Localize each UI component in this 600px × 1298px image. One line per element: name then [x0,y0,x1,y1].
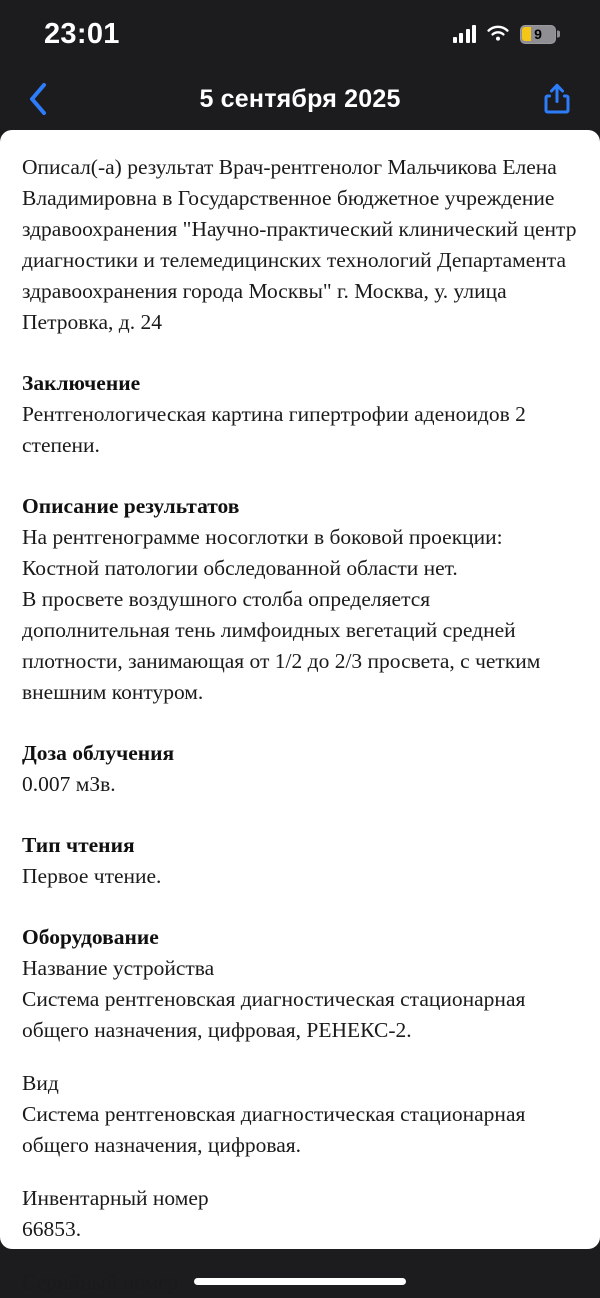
reading-type-value: Первое чтение. [22,864,162,888]
chevron-left-icon [28,82,48,116]
section-dose [22,738,578,800]
results-line-1: На рентгенограмме носоглотки в боковой проекции: [22,525,503,549]
equipment-heading: Оборудование [22,925,159,949]
cellular-signal-icon [453,25,477,43]
dose-value: 0.007 мЗв. [22,772,116,796]
dose-heading: Доза облучения [22,741,175,765]
share-icon [542,82,572,116]
inventory-number-value: 66853. [22,1217,82,1241]
intro-paragraph: Описал(-а) результат Врач-рентгенолог Мальчикова Елена Владимировна в Государственное бюджетное учреждение здравоохранения "Научно-практический клинический центр диагностики и телемедицинских технологий Департамента здравоохранения города Москвы" г. Москва, у. улица Петровка, д. 24 [22,155,577,334]
results-line-2: Костной патологии обследованной области нет. [22,556,458,580]
share-button[interactable] [528,77,572,121]
device-name-value: Система рентгеновская диагностическая стационарная общего назначения, цифровая, РЕНЕКС-2. [22,987,526,1042]
inventory-number-label: Инвентарный номер [22,1186,209,1210]
equipment-kind-group [22,1068,578,1161]
serial-number-label: Серийный номер [22,1270,179,1294]
section-results [22,491,578,708]
reading-type-heading: Тип чтения [22,833,135,857]
device-name-label: Название устройства [22,956,215,980]
battery-icon [520,25,556,44]
equipment-inventory-group [22,1183,578,1245]
results-line-3: В просвете воздушного столба определяется дополнительная тень лимфоидных вегетаций средней плотности, занимающая от 1/2 до 2/3 просвета, с четким внешним контуром. [22,587,541,704]
results-heading: Описание результатов [22,494,240,518]
conclusion-text: Рентгенологическая картина гипертрофии аденоидов 2 степени. [22,402,526,457]
conclusion-heading: Заключение [22,371,141,395]
navigation-bar [0,68,600,130]
home-indicator[interactable] [194,1278,406,1285]
status-bar [0,0,600,68]
section-equipment [22,922,578,1298]
wifi-icon [486,25,510,43]
device-kind-value: Система рентгеновская диагностическая стационарная общего назначения, цифровая. [22,1102,526,1157]
battery-level-label: 9 [534,26,542,42]
section-reading-type [22,830,578,892]
page-title: 5 сентября 2025 [199,84,401,113]
status-bar-time: 23:01 [44,17,120,50]
device-kind-label: Вид [22,1071,59,1095]
document-card [0,130,600,1294]
back-button[interactable] [28,77,72,121]
section-conclusion [22,368,578,461]
document-body [0,130,600,1298]
status-bar-indicators [453,25,557,44]
